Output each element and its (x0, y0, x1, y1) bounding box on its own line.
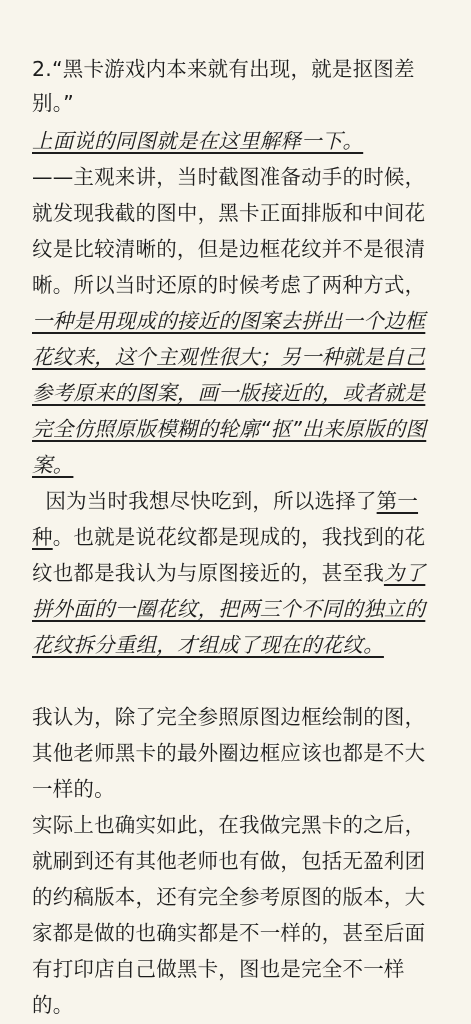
paragraph-line (32, 558, 425, 588)
paragraph-line: 的约稿版本，还有完全参考原图的版本，大 (32, 885, 426, 909)
paragraph-line: 家都是做的也确实都是不一样的，甚至后面 (32, 921, 426, 945)
underlined-span: 第一 (376, 489, 419, 513)
underlined-line: 一种是用现成的接近的图案去拼出一个边框 (32, 309, 426, 333)
underlined-span: 为了 (383, 561, 426, 585)
underlined-line: 案。 (32, 453, 74, 477)
paragraph-line: 实际上也确实如此，在我做完黑卡的之后， (32, 813, 426, 837)
text-span: 纹也都是我认为与原图接近的，甚至我 (32, 561, 384, 585)
paragraph-line (32, 486, 418, 516)
paragraph-line: 的。 (32, 993, 74, 1017)
paragraph-line: 其他老师黑卡的最外圈边框应该也都是不大 (32, 741, 426, 765)
underlined-note: 上面说的同图就是在这里解释一下。 (32, 129, 364, 153)
paragraph-line: 有打印店自己做黑卡，图也是完全不一样 (32, 957, 405, 981)
underlined-line: 花纹来，这个主观性很大；另一种就是自己 (32, 345, 426, 369)
paragraph-line: 一样的。 (32, 777, 115, 801)
underlined-line: 参考原来的图案，画一版接近的，或者就是 (32, 381, 426, 405)
heading-line: 别。” (32, 91, 74, 115)
text-span: 因为当时我想尽快吃到，所以选择了 (32, 489, 377, 513)
heading-line: 2.“黑卡游戏内本来就有出现，就是抠图差 (32, 57, 415, 81)
text-span: 。也就是说花纹都是现成的，我找到的花 (52, 525, 426, 549)
paragraph-line: ——主观来讲，当时截图准备动手的时候， (32, 165, 426, 189)
underlined-line: 完全仿照原版模糊的轮廓“抠”出来原版的图 (32, 417, 427, 441)
paragraph-line: 我认为，除了完全参照原图边框绘制的图， (32, 705, 426, 729)
paragraph-line: 就发现我截的图中，黑卡正面排版和中间花 (32, 201, 426, 225)
paragraph-line: 晰。所以当时还原的时候考虑了两种方式， (32, 273, 426, 297)
paragraph-line: 就刷到还有其他老师也有做，包括无盈利团 (32, 849, 426, 873)
underlined-span: 种 (32, 525, 53, 549)
underlined-line: 拼外面的一圈花纹，把两三个不同的独立的 (32, 597, 426, 621)
underlined-line: 花纹拆分重组，才组成了现在的花纹。 (32, 633, 384, 657)
paragraph-line: 纹是比较清晰的，但是边框花纹并不是很清 (32, 237, 426, 261)
paragraph-line (32, 522, 425, 552)
